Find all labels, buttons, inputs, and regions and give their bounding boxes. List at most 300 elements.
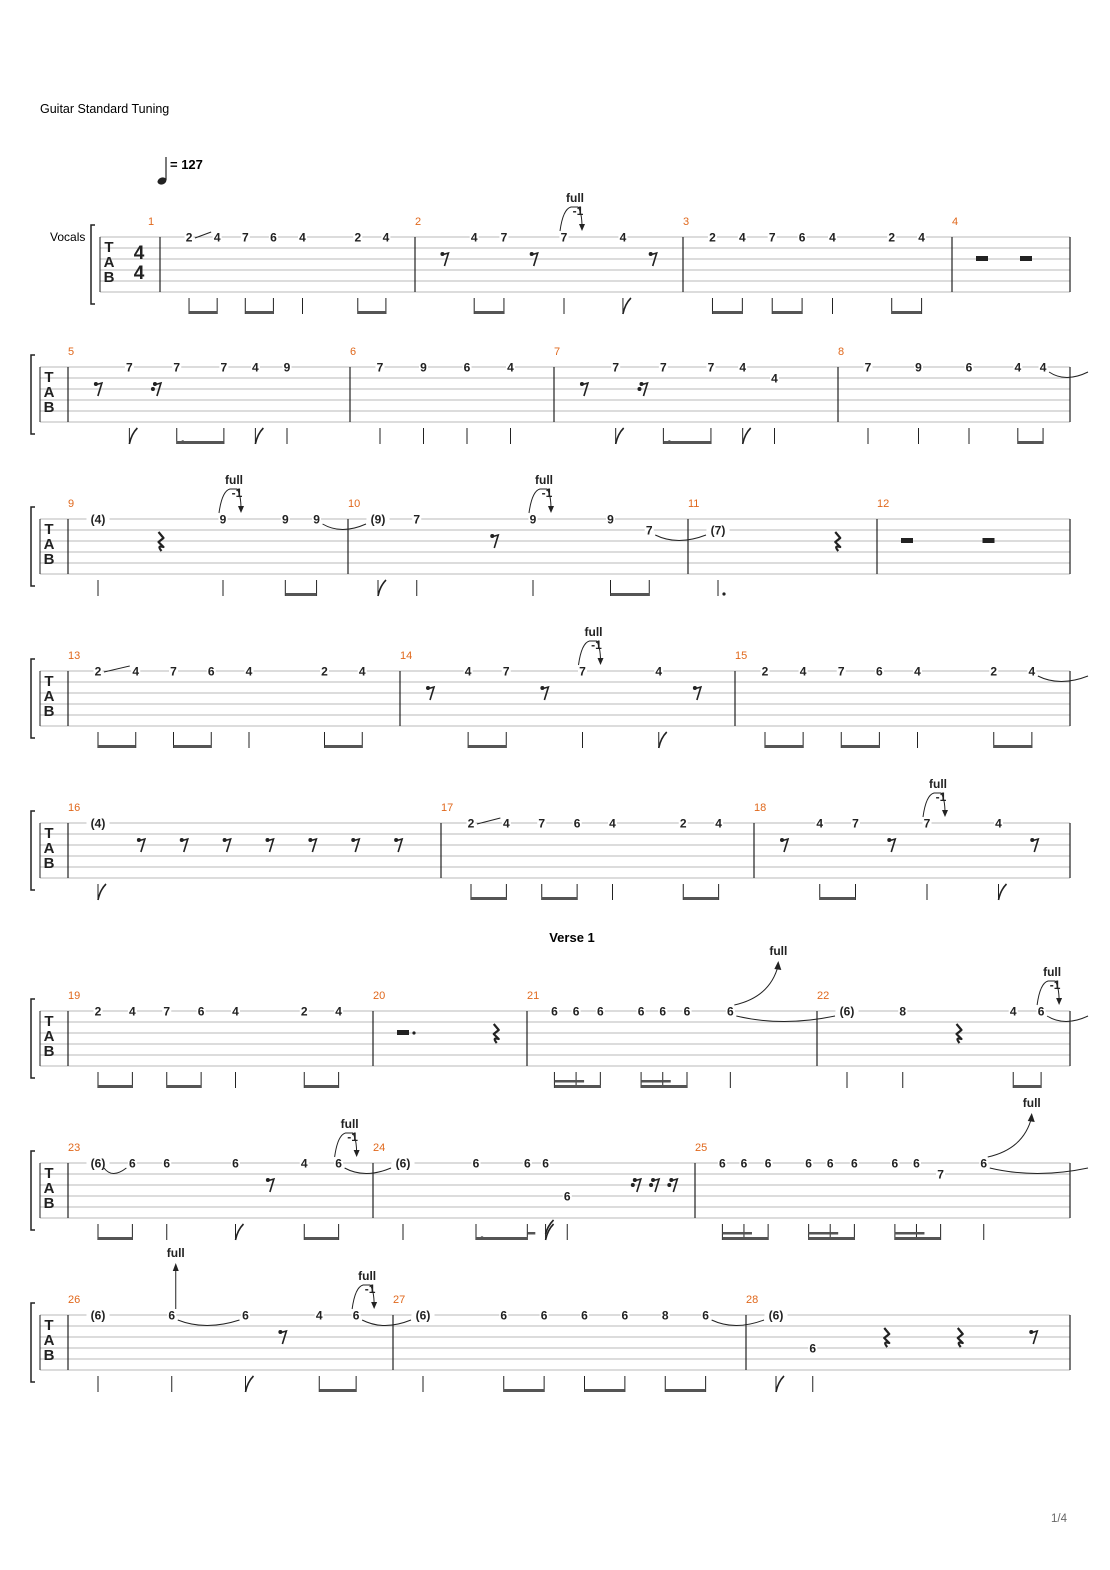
measure-number: 23: [68, 1142, 81, 1154]
bend-arrow-icon: [942, 810, 948, 817]
fret-number: 7: [645, 523, 653, 538]
measure-number: 21: [527, 990, 540, 1002]
tie-arc: [1049, 372, 1088, 378]
beam: [809, 1237, 855, 1240]
beam: [174, 745, 212, 748]
tab-letter: B: [43, 855, 55, 872]
fret-number: 6: [551, 1004, 558, 1019]
rest-flag-dot: [649, 1183, 653, 1187]
fret-number: 4: [470, 230, 478, 245]
tab-letter: A: [43, 1332, 55, 1349]
bend-curve: [988, 1117, 1032, 1157]
fret-number: 2: [321, 664, 328, 679]
measure-number: 24: [373, 1142, 386, 1154]
fret-number: 4: [213, 230, 221, 245]
tab-letter: A: [103, 254, 115, 271]
system-bracket: [31, 659, 35, 738]
fret-number: 4: [503, 816, 510, 831]
tab-letter: T: [44, 825, 54, 842]
note-flag: [623, 298, 631, 314]
fret-number: 6: [573, 816, 581, 831]
half-rest-icon: [397, 1030, 409, 1035]
fret-number: 4: [914, 664, 921, 679]
tab-letter: B: [43, 1043, 55, 1060]
fret-number: 4: [300, 1156, 308, 1171]
fret-number: 6: [621, 1308, 629, 1323]
tab-letter: T: [44, 673, 54, 690]
beam: [325, 745, 363, 748]
fret-number: 7: [837, 664, 845, 679]
bend-label: full: [769, 944, 788, 958]
fret-number: 2: [94, 1004, 102, 1019]
tab-letter: T: [44, 1317, 54, 1334]
fret-number: 4: [739, 360, 747, 375]
system-bracket: [31, 355, 35, 434]
fret-number: 7: [413, 512, 421, 527]
beam: [542, 897, 577, 900]
beam-secondary: [554, 1080, 576, 1083]
tab-letter: B: [43, 1347, 55, 1364]
note-flag: [659, 732, 667, 748]
fret-number: 6: [270, 230, 277, 245]
bend-label: full: [166, 1246, 185, 1260]
fret-number: 6: [242, 1308, 249, 1323]
fret-number: 4: [232, 1004, 239, 1019]
note-flag: [776, 1376, 784, 1392]
beam: [358, 311, 386, 314]
beam-secondary: [641, 1080, 663, 1083]
fret-number: 6: [168, 1308, 176, 1323]
tab-letter: A: [43, 840, 55, 857]
fret-number: 4: [245, 664, 253, 679]
measure-number: 5: [68, 346, 75, 358]
fret-number: 2: [185, 230, 193, 245]
bend-label: full: [929, 777, 947, 791]
note-flag: [999, 884, 1007, 900]
fret-number: (6): [839, 1004, 855, 1019]
fret-number: 6: [542, 1156, 549, 1171]
fret-number: 7: [579, 664, 586, 679]
fret-number: 6: [637, 1004, 645, 1019]
fret-number: 4: [299, 230, 306, 245]
fret-number: 7: [612, 360, 620, 375]
beam: [285, 593, 316, 596]
bend-release-value: -1: [364, 1282, 376, 1296]
tie-arc: [1047, 1016, 1088, 1022]
bend-label: full: [535, 473, 553, 487]
fret-number: 6: [913, 1156, 920, 1171]
tie-arc: [345, 1168, 391, 1174]
fret-number: 7: [660, 360, 667, 375]
tab-letter: A: [43, 1180, 55, 1197]
fret-number: (6): [90, 1308, 106, 1323]
fret-number: 7: [852, 816, 859, 831]
beam: [683, 897, 718, 900]
instrument-name: Vocals: [50, 230, 86, 244]
fret-number: 9: [529, 512, 537, 527]
bend-label: full: [1043, 965, 1062, 979]
fret-number: 4: [829, 230, 836, 245]
beam: [663, 441, 711, 444]
fret-number: 6: [965, 360, 973, 375]
fret-number: 7: [923, 816, 931, 831]
beam: [304, 1237, 338, 1240]
fret-number: 7: [220, 360, 228, 375]
fret-number: 7: [560, 230, 568, 245]
fret-number: 6: [702, 1308, 709, 1323]
time-signature-top: 4: [133, 243, 145, 264]
tab-letter: T: [44, 1165, 54, 1182]
tab-letter: B: [43, 399, 55, 416]
measure-number: 26: [68, 1294, 81, 1306]
fret-number: 6: [1037, 1004, 1045, 1019]
beam: [765, 745, 803, 748]
note-flag: [129, 428, 137, 444]
system-bracket: [31, 811, 35, 890]
note-flag: [246, 1376, 254, 1392]
fret-number: 6: [659, 1004, 667, 1019]
beam: [474, 311, 504, 314]
fret-number: 9: [219, 512, 227, 527]
fret-number: 7: [376, 360, 384, 375]
measure-number: 12: [877, 498, 890, 510]
tab-letter: T: [44, 1013, 54, 1030]
tab-letter: T: [44, 521, 54, 538]
bend-arrow-icon: [354, 1150, 360, 1157]
fret-number: 9: [313, 512, 320, 527]
measure-number: 13: [68, 650, 81, 662]
fret-number: 4: [1014, 360, 1022, 375]
beam: [722, 1237, 768, 1240]
fret-number: 4: [816, 816, 824, 831]
beam: [895, 1237, 941, 1240]
half-rest-icon: [976, 256, 988, 261]
bend-label: full: [340, 1117, 359, 1131]
measure-number: 14: [400, 650, 413, 662]
bend-label: full: [566, 191, 584, 205]
beam-secondary: [663, 1080, 671, 1083]
tab-letter: A: [43, 688, 55, 705]
fret-number: 2: [709, 230, 716, 245]
note-flag: [546, 1220, 554, 1234]
bend-release-value: -1: [347, 1130, 358, 1144]
beam: [772, 311, 802, 314]
note-flag: [236, 1224, 244, 1240]
fret-number: 7: [864, 360, 872, 375]
fret-number: 6: [876, 664, 883, 679]
fret-number: 2: [300, 1004, 308, 1019]
fret-number: 9: [915, 360, 922, 375]
fret-number: 6: [980, 1156, 988, 1171]
half-rest-icon: [983, 538, 995, 543]
system-bracket: [91, 225, 95, 304]
measure-number: 8: [838, 346, 845, 358]
fret-number: 6: [581, 1308, 588, 1323]
fret-number: 4: [1039, 360, 1047, 375]
beam: [820, 897, 856, 900]
fret-number: 6: [805, 1156, 812, 1171]
rest-flag-dot: [637, 387, 641, 391]
bend-arrow-icon: [579, 224, 585, 231]
fret-number: 6: [129, 1156, 136, 1171]
time-signature-bottom: 4: [133, 263, 145, 284]
fret-number: 6: [740, 1156, 748, 1171]
fret-number: 2: [761, 664, 769, 679]
fret-number: 4: [739, 230, 746, 245]
tie-arc: [736, 1016, 835, 1022]
beam: [611, 593, 650, 596]
measure-number: 20: [373, 990, 386, 1002]
measure-number: 1: [148, 216, 155, 228]
tie-arc: [990, 1168, 1088, 1174]
beam: [892, 311, 922, 314]
fret-number: 9: [420, 360, 427, 375]
tie-arc: [362, 1320, 411, 1326]
bend-arrow-icon: [173, 1263, 179, 1271]
measure-number: 7: [554, 346, 561, 358]
bend-label: full: [1022, 1096, 1041, 1110]
bend-arrow-icon: [548, 506, 554, 513]
bend-arrow-icon: [1056, 998, 1062, 1005]
bend-label: full: [358, 1269, 377, 1283]
fret-number: 4: [771, 371, 778, 386]
fret-number: 6: [463, 360, 471, 375]
beam-secondary: [576, 1080, 584, 1083]
fret-number: 7: [173, 360, 181, 375]
beam: [245, 311, 273, 314]
measure-number: 15: [735, 650, 748, 662]
fret-number: 7: [502, 664, 510, 679]
tie-arc: [323, 524, 366, 530]
beam: [304, 1085, 338, 1088]
measure-number: 28: [746, 1294, 759, 1306]
measure-number: 19: [68, 990, 81, 1002]
rest-flag-dot: [631, 1183, 635, 1187]
fret-number: 6: [197, 1004, 205, 1019]
beam: [585, 1389, 625, 1392]
measure-number: 10: [348, 498, 361, 510]
beam-secondary: [916, 1232, 924, 1235]
fret-number: 4: [1009, 1004, 1017, 1019]
tie-arc: [655, 535, 706, 541]
fret-number: 7: [170, 664, 177, 679]
beam: [189, 311, 217, 314]
fret-number: 6: [683, 1004, 691, 1019]
fret-number: 7: [538, 816, 546, 831]
note-flag: [98, 884, 106, 900]
fret-number: 2: [354, 230, 362, 245]
beam: [98, 1085, 132, 1088]
fret-number: 6: [472, 1156, 480, 1171]
fret-number: 4: [132, 664, 140, 679]
fret-number: 6: [719, 1156, 726, 1171]
tab-letter: A: [43, 536, 55, 553]
bend-release-value: -1: [572, 204, 584, 218]
fret-number: (6): [768, 1308, 784, 1323]
fret-number: 9: [283, 360, 291, 375]
dot-augmentation: [722, 592, 725, 595]
fret-number: 4: [507, 360, 514, 375]
bend-release-value: -1: [541, 486, 553, 500]
beam: [504, 1389, 544, 1392]
rest-flag-dot: [667, 1183, 671, 1187]
measure-number: 3: [683, 216, 690, 228]
beam: [98, 1237, 132, 1240]
section-verse-1: Verse 1: [549, 930, 595, 945]
bend-arrow-icon: [598, 658, 604, 665]
measure-number: 2: [415, 216, 422, 228]
fret-number: 7: [241, 230, 249, 245]
fret-number: (6): [415, 1308, 431, 1323]
note-flag: [255, 428, 263, 444]
page-number: 1/4: [1051, 1513, 1067, 1525]
fret-number: 6: [891, 1156, 899, 1171]
system-bracket: [31, 1151, 35, 1230]
fret-number: 2: [94, 664, 102, 679]
bend-release-value: -1: [231, 486, 243, 500]
note-flag: [378, 580, 386, 596]
tie-arc: [1038, 676, 1088, 682]
bend-release-value: -1: [935, 790, 947, 804]
fret-number: 4: [335, 1004, 342, 1019]
system-bracket: [31, 999, 35, 1078]
tuning-label: Guitar Standard Tuning: [40, 102, 170, 116]
fret-number: 6: [523, 1156, 531, 1171]
fret-number: (4): [90, 512, 106, 527]
measure-number: 9: [68, 498, 75, 510]
measure-number: 11: [688, 498, 700, 510]
bend-release-value: -1: [1049, 978, 1061, 992]
fret-number: 4: [315, 1308, 323, 1323]
measure-number: 6: [350, 346, 357, 358]
beam: [476, 1237, 527, 1240]
fret-number: 4: [918, 230, 925, 245]
tab-letter: T: [104, 239, 114, 256]
beam-secondary: [527, 1232, 535, 1235]
fret-number: 4: [252, 360, 259, 375]
fret-number: 4: [1028, 664, 1036, 679]
fret-number: 7: [937, 1167, 944, 1182]
half-rest-icon: [901, 538, 913, 543]
fret-number: 6: [540, 1308, 548, 1323]
measure-number: 27: [393, 1294, 406, 1306]
fret-number: 9: [607, 512, 614, 527]
bend-arrow-icon: [371, 1302, 377, 1309]
beam: [177, 441, 224, 444]
beam-secondary: [830, 1232, 838, 1235]
note-flag: [743, 428, 751, 444]
fret-number: 4: [799, 664, 807, 679]
fret-number: 8: [661, 1308, 669, 1323]
measure-number: 17: [441, 802, 454, 814]
measure-number: 25: [695, 1142, 708, 1154]
tab-letter: A: [43, 384, 55, 401]
fret-number: 8: [899, 1004, 907, 1019]
fret-number: 6: [572, 1004, 580, 1019]
bend-label: full: [225, 473, 243, 487]
fret-number: 6: [500, 1308, 508, 1323]
fret-number: 4: [995, 816, 1002, 831]
fret-number: 4: [358, 664, 366, 679]
bend-label: full: [584, 625, 603, 639]
fret-number: 4: [129, 1004, 136, 1019]
tab-letter: B: [43, 1195, 55, 1212]
fret-number: 6: [232, 1156, 239, 1171]
rest-dot: [412, 1031, 415, 1034]
beam: [712, 311, 742, 314]
tie-arc: [712, 1320, 764, 1326]
fret-number: 4: [609, 816, 616, 831]
fret-number: 6: [726, 1004, 734, 1019]
beam: [554, 1085, 600, 1088]
fret-number: (6): [395, 1156, 411, 1171]
beam: [471, 897, 506, 900]
beam: [1018, 441, 1043, 444]
fret-number: 4: [655, 664, 663, 679]
tab-letter: B: [43, 551, 55, 568]
fret-number: 7: [707, 360, 715, 375]
rest-flag-dot: [151, 387, 155, 391]
bend-arrow-icon: [238, 506, 244, 513]
fret-number: 6: [826, 1156, 834, 1171]
fret-number: 2: [888, 230, 896, 245]
fret-number: 2: [679, 816, 687, 831]
fret-number: 4: [715, 816, 722, 831]
beam: [641, 1085, 687, 1088]
fret-number: 6: [335, 1156, 342, 1171]
beam: [167, 1085, 201, 1088]
measure-number: 4: [952, 216, 959, 228]
beam-secondary: [895, 1232, 917, 1235]
fret-number: 7: [500, 230, 508, 245]
fret-number: 4: [464, 664, 472, 679]
tempo-marking: = 127: [170, 157, 203, 172]
beam-secondary: [722, 1232, 744, 1235]
beam: [468, 745, 506, 748]
fret-number: 7: [126, 360, 133, 375]
tab-letter: B: [103, 269, 115, 286]
fret-number: 9: [281, 512, 289, 527]
fret-number: 4: [382, 230, 390, 245]
beam: [841, 745, 879, 748]
bend-release-value: -1: [591, 638, 602, 652]
beam: [1013, 1085, 1041, 1088]
fret-number: 2: [990, 664, 998, 679]
fret-number: (9): [370, 512, 386, 527]
fret-number: (6): [90, 1156, 106, 1171]
fret-number: 6: [809, 1341, 817, 1356]
fret-number: 6: [163, 1156, 171, 1171]
fret-number: 4: [619, 230, 627, 245]
measure-number: 16: [68, 802, 81, 814]
fret-number: 2: [467, 816, 475, 831]
half-rest-icon: [1020, 256, 1032, 261]
tab-letter: B: [43, 703, 55, 720]
fret-number: 6: [851, 1156, 858, 1171]
fret-number: 6: [563, 1189, 571, 1204]
tie-arc: [178, 1320, 240, 1326]
fret-number: 6: [352, 1308, 360, 1323]
system-bracket: [31, 1303, 35, 1382]
tab-letter: T: [44, 369, 54, 386]
beam: [994, 745, 1032, 748]
fret-number: 6: [764, 1156, 772, 1171]
beam-secondary: [809, 1232, 831, 1235]
beam: [665, 1389, 705, 1392]
system-bracket: [31, 507, 35, 586]
fret-number: 6: [798, 230, 806, 245]
fret-number: 7: [163, 1004, 171, 1019]
